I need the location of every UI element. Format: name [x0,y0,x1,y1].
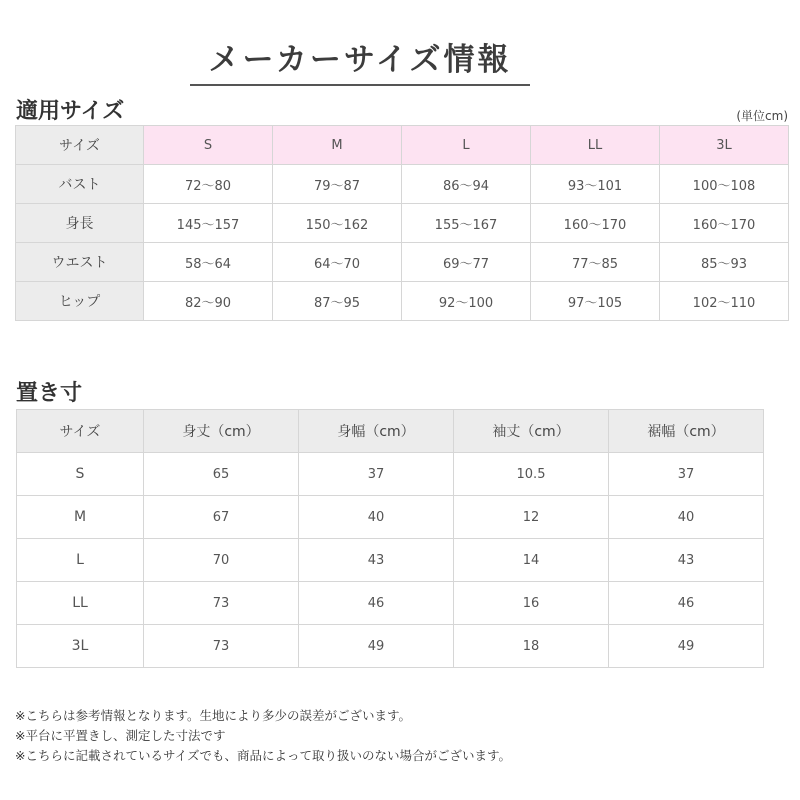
size-col-l: L [402,126,531,165]
size-header-label: サイズ [16,126,144,165]
table-cell: 87〜95 [273,282,402,321]
table-cell: 102〜110 [660,282,789,321]
table-cell: 58〜64 [144,243,273,282]
page-title: メーカーサイズ情報 [190,40,530,86]
row-label-s: S [17,453,144,496]
note-line: ※こちらは参考情報となります。生地により多少の誤差がございます。 [15,708,411,723]
size-table [15,125,789,321]
table-cell: 14 [454,539,609,582]
table-cell: 40 [299,496,454,539]
table-cell: 150〜162 [273,204,402,243]
table-cell: 82〜90 [144,282,273,321]
note-line: ※こちらに記載されているサイズでも、商品によって取り扱いのない場合がございます。 [15,748,511,763]
table-cell: 18 [454,625,609,668]
table-cell: 69〜77 [402,243,531,282]
table-cell: 49 [299,625,454,668]
size-col-s: S [144,126,273,165]
table-cell: 10.5 [454,453,609,496]
measure-section-heading: 置き寸 [16,381,83,406]
table-cell: 49 [609,625,764,668]
size-col-ll: LL [531,126,660,165]
size-header-row [16,126,789,165]
table-cell: 97〜105 [531,282,660,321]
table-cell: 73 [144,625,299,668]
row-label-l: L [17,539,144,582]
table-cell: 93〜101 [531,165,660,204]
table-row [17,625,764,668]
table-cell: 46 [609,582,764,625]
row-label-bust: バスト [16,165,144,204]
table-cell: 73 [144,582,299,625]
table-row [17,496,764,539]
size-col-3l: 3L [660,126,789,165]
row-label-height: 身長 [16,204,144,243]
size-col-m: M [273,126,402,165]
row-label-hip: ヒップ [16,282,144,321]
measure-col-length: 身丈（cm） [144,410,299,453]
table-cell: 12 [454,496,609,539]
table-cell: 92〜100 [402,282,531,321]
table-cell: 77〜85 [531,243,660,282]
table-cell: 86〜94 [402,165,531,204]
row-label-waist: ウエスト [16,243,144,282]
table-row [16,204,789,243]
measure-col-hem: 裾幅（cm） [609,410,764,453]
table-cell: 85〜93 [660,243,789,282]
measurement-table [16,409,764,668]
measure-col-sleeve: 袖丈（cm） [454,410,609,453]
table-cell: 64〜70 [273,243,402,282]
table-cell: 70 [144,539,299,582]
notes [15,706,511,766]
measure-col-width: 身幅（cm） [299,410,454,453]
table-cell: 160〜170 [531,204,660,243]
table-cell: 67 [144,496,299,539]
table-row [17,539,764,582]
table-cell: 43 [299,539,454,582]
table-cell: 145〜157 [144,204,273,243]
measure-header-label: サイズ [17,410,144,453]
table-cell: 65 [144,453,299,496]
table-cell: 100〜108 [660,165,789,204]
row-label-m: M [17,496,144,539]
table-cell: 155〜167 [402,204,531,243]
table-row [17,582,764,625]
table-cell: 37 [299,453,454,496]
table-row [16,243,789,282]
table-row [16,282,789,321]
table-cell: 37 [609,453,764,496]
table-row [17,453,764,496]
table-cell: 72〜80 [144,165,273,204]
table-cell: 40 [609,496,764,539]
table-cell: 160〜170 [660,204,789,243]
table-cell: 79〜87 [273,165,402,204]
note-line: ※平台に平置きし、測定した寸法です [15,728,226,743]
row-label-ll: LL [17,582,144,625]
unit-note: (単位cm) [736,109,788,123]
table-cell: 43 [609,539,764,582]
row-label-3l: 3L [17,625,144,668]
table-cell: 16 [454,582,609,625]
table-cell: 46 [299,582,454,625]
size-section-heading: 適用サイズ [16,99,125,124]
measure-header-row [17,410,764,453]
table-row [16,165,789,204]
